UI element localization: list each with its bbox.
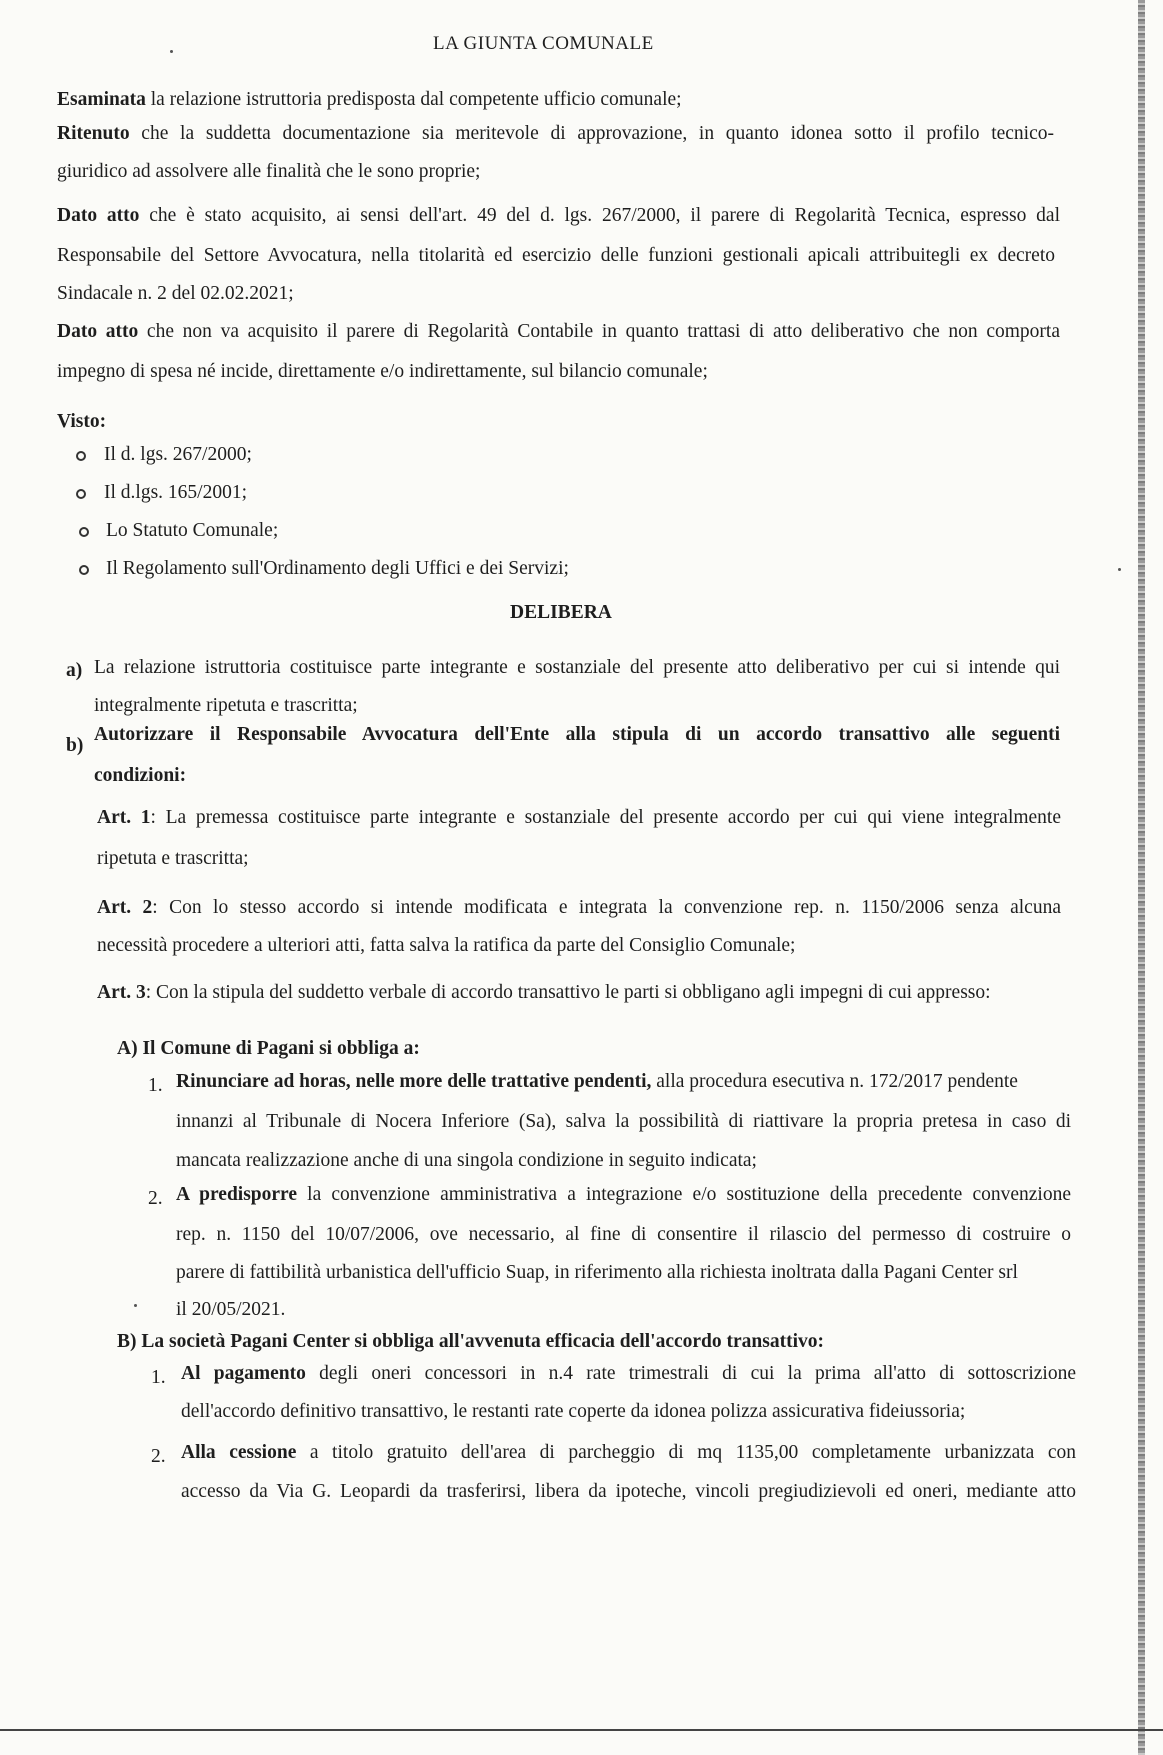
section-a-item-number: 1. bbox=[148, 1075, 163, 1096]
scan-speck bbox=[134, 1304, 137, 1307]
premise-dato-atto-tecnica-line2: Responsabile del Settore Avvocatura, nella titolarità ed esercizio delle funzioni gestionali apicali attribuitegli ex decreto bbox=[57, 245, 1055, 266]
section-a-item-2-line4: il 20/05/2021. bbox=[176, 1299, 286, 1320]
article-1-line2: ripetuta e trascritta; bbox=[97, 848, 249, 869]
section-a-heading: A) Il Comune di Pagani si obbliga a: bbox=[117, 1038, 420, 1059]
premise-esaminata: Esaminata la relazione istruttoria predisposta dal competente ufficio comunale; bbox=[57, 89, 682, 110]
point-a-text: La relazione istruttoria costituisce parte integrante e sostanziale del presente atto deliberativo per cui si intende qui bbox=[94, 657, 1060, 678]
premise-dato-atto-contabile-line2: impegno di spesa né incide, direttamente e/o indirettamente, sul bilancio comunale; bbox=[57, 361, 708, 382]
premise-dato-atto-tecnica: Dato atto che è stato acquisito, ai sensi dell'art. 49 del d. lgs. 267/2000, il parere di Regolarità Tecnica, espresso dal bbox=[57, 205, 1060, 226]
section-b-item-1-line2: dell'accordo definitivo transattivo, le restanti rate coperte da idonea polizza assicurativa fideiussoria; bbox=[181, 1401, 966, 1422]
section-a-item-1-line2: innanzi al Tribunale di Nocera Inferiore (Sa), salva la possibilità di riattivare la propria pretesa in caso di bbox=[176, 1111, 1071, 1132]
visto-label: Visto: bbox=[57, 411, 107, 432]
section-a-item-2-line3: parere di fattibilità urbanistica dell'ufficio Suap, in riferimento alla richiesta inoltrata dalla Pagani Center srl bbox=[176, 1262, 1018, 1283]
visto-item: Il Regolamento sull'Ordinamento degli Uffici e dei Servizi; bbox=[106, 558, 569, 579]
bullet-icon bbox=[76, 489, 86, 499]
bullet-icon bbox=[79, 565, 89, 575]
section-b-item-2-line2: accesso da Via G. Leopardi da trasferirsi, libera da ipoteche, vincoli pregiudizievoli ed oneri, mediante atto bbox=[181, 1481, 1076, 1502]
page-title: LA GIUNTA COMUNALE bbox=[433, 33, 654, 54]
section-a-item-2: A predisporre la convenzione amministrativa a integrazione e/o sostituzione della precedente convenzione bbox=[176, 1184, 1071, 1205]
scan-bottom-border bbox=[0, 1729, 1163, 1731]
premise-ritenuto-line2: giuridico ad assolvere alle finalità che le sono proprie; bbox=[57, 161, 481, 182]
premise-ritenuto: Ritenuto che la suddetta documentazione sia meritevole di approvazione, in quanto idonea sotto il profilo tecnico- bbox=[57, 123, 1054, 144]
article-3: Art. 3: Con la stipula del suddetto verbale di accordo transattivo le parti si obbligano agli impegni di cui appresso: bbox=[97, 982, 991, 1003]
section-a-item-2-line2: rep. n. 1150 del 10/07/2006, ove necessario, al fine di consentire il rilascio del permesso di costruire o bbox=[176, 1224, 1071, 1245]
premise-dato-atto-contabile: Dato atto che non va acquisito il parere di Regolarità Contabile in quanto trattasi di atto deliberativo che non comporta bbox=[57, 321, 1060, 342]
section-a-item-1: Rinunciare ad horas, nelle more delle trattative pendenti, alla procedura esecutiva n. 172/2017 pendente bbox=[176, 1071, 1018, 1092]
section-a-item-1-line3: mancata realizzazione anche di una singola condizione in seguito indicata; bbox=[176, 1150, 757, 1171]
scan-speck bbox=[170, 50, 173, 53]
point-a-marker: a) bbox=[66, 660, 83, 681]
visto-item: Lo Statuto Comunale; bbox=[106, 520, 279, 541]
article-1: Art. 1: La premessa costituisce parte integrante e sostanziale del presente accordo per cui qui viene integralmente bbox=[97, 807, 1062, 828]
article-2: Art. 2: Con lo stesso accordo si intende modificata e integrata la convenzione rep. n. 1150/2006 senza alcuna bbox=[97, 897, 1061, 918]
scan-speck bbox=[1118, 568, 1121, 571]
bullet-icon bbox=[76, 451, 86, 461]
visto-item: Il d.lgs. 165/2001; bbox=[104, 482, 248, 503]
section-b-item-number: 2. bbox=[151, 1446, 166, 1467]
section-b-item-2: Alla cessione a titolo gratuito dell'area di parcheggio di mq 1135,00 completamente urbanizzata con bbox=[181, 1442, 1076, 1463]
point-b-text: Autorizzare il Responsabile Avvocatura dell'Ente alla stipula di un accordo transattivo alle seguenti bbox=[94, 724, 1060, 745]
section-b-item-number: 1. bbox=[151, 1367, 166, 1388]
point-a-text-line2: integralmente ripetuta e trascritta; bbox=[94, 695, 358, 716]
section-a-item-number: 2. bbox=[148, 1188, 163, 1209]
bullet-icon bbox=[79, 527, 89, 537]
point-b-text-line2: condizioni: bbox=[94, 765, 187, 786]
point-b-marker: b) bbox=[66, 735, 84, 756]
delibera-heading: DELIBERA bbox=[510, 602, 612, 623]
scan-edge bbox=[1138, 0, 1145, 1755]
article-2-line2: necessità procedere a ulteriori atti, fatta salva la ratifica da parte del Consiglio Comunale; bbox=[97, 935, 796, 956]
premise-dato-atto-tecnica-line3: Sindacale n. 2 del 02.02.2021; bbox=[57, 283, 294, 304]
section-b-item-1: Al pagamento degli oneri concessori in n.4 rate trimestrali di cui la prima all'atto di sottoscrizione bbox=[181, 1363, 1076, 1384]
visto-item: Il d. lgs. 267/2000; bbox=[104, 444, 252, 465]
section-b-heading: B) La società Pagani Center si obbliga all'avvenuta efficacia dell'accordo transattivo: bbox=[117, 1331, 824, 1352]
